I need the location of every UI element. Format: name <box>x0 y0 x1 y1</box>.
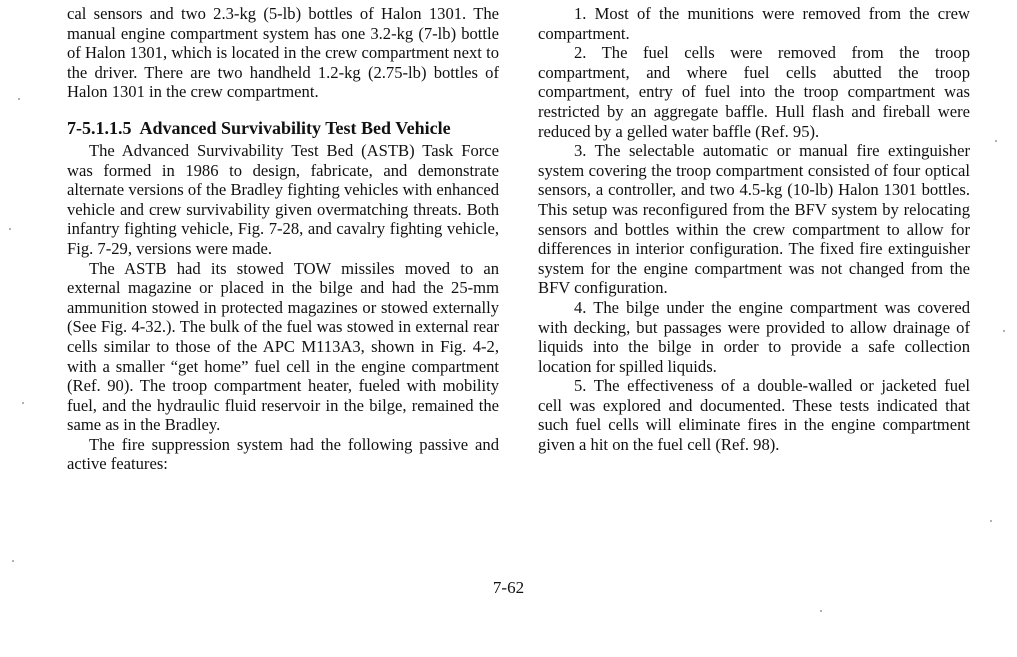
list-item: 1. Most of the munitions were removed from the crew compartment. <box>538 4 970 43</box>
scan-speck <box>22 402 24 404</box>
scan-speck <box>990 520 992 522</box>
scan-speck <box>1003 330 1005 332</box>
section-number: 7-5.1.1.5 <box>67 117 132 138</box>
scan-speck <box>995 140 997 142</box>
list-item: 3. The selectable automatic or manual fire extinguisher system covering the troop compartment consisted of four optical sensors, a controller, and two 4.5-kg (10-lb) Halon 1301 bottles. This setup was reconfigured from the BFV system by relocating sensors and bottles within the crew compartment to allow for differences in interior configuration. The fixed fire extinguisher system for the engine compartment was not changed from the BFV configuration. <box>538 141 970 298</box>
page-number: 7-62 <box>492 578 525 597</box>
section-title: Advanced Survivability Test Bed Vehicle <box>139 117 451 138</box>
list-item: 2. The fuel cells were removed from the troop compartment, and where fuel cells abutted the troop compartment, entry of fuel into the troop compartment was restricted by an aggregate baffle. Hull flash and fireball were reduced by a gelled water baffle (Ref. 95). <box>538 43 970 141</box>
list-item: 4. The bilge under the engine compartment was covered with decking, but passages were provided to allow drainage of liquids into the bilge in order to provide a safe collection location for spilled liquids. <box>538 297 970 376</box>
body-paragraph: The ASTB had its stowed TOW missiles moved to an external magazine or placed in the bilge and had the 25-mm ammunition stowed in protected magazines or stowed externally (See Fig. 4-32.). The bulk of the fuel was stowed in external rear cells similar to those of the APC M113A3, shown in Fig. 4-2, with a smaller “get home” fuel cell in the engine compartment (Ref. 90). The troop compartment heater, fueled with mobility fuel, and the hydraulic fluid reservoir in the bilge, remained the same as in the Bradley. <box>67 258 499 435</box>
scan-speck <box>12 560 14 562</box>
body-paragraph: The fire suppression system had the following passive and active features: <box>67 434 499 474</box>
intro-paragraph: cal sensors and two 2.3-kg (5-lb) bottles of Halon 1301. The manual engine compartment system has one 3.2-kg (7-lb) bottle of Halon 1301, which is located in the crew compartment next to the driver. There are two handheld 1.2-kg (2.75-lb) bottles of Halon 1301 in the crew compartment. <box>67 4 499 102</box>
body-paragraph: The Advanced Survivability Test Bed (ASTB) Task Force was formed in 1986 to design, fabricate, and demonstrate alternate versions of the Bradley fighting vehicles with enhanced vehicle and crew survivability given overmatching threats. Both infantry fighting vehicle, Fig. 7-28, and cavalry fighting vehicle, Fig. 7-29, versions were made. <box>67 140 499 258</box>
right-column <box>538 4 970 455</box>
scan-speck <box>18 98 20 100</box>
scan-speck <box>9 228 11 230</box>
list-item: 5. The effectiveness of a double-walled or jacketed fuel cell was explored and documented. These tests indicated that such fuel cells will eliminate fires in the engine compartment given a hit on the fuel cell (Ref. 98). <box>538 376 970 455</box>
left-column <box>67 4 499 474</box>
section-heading <box>67 117 499 139</box>
scan-speck <box>820 610 822 612</box>
